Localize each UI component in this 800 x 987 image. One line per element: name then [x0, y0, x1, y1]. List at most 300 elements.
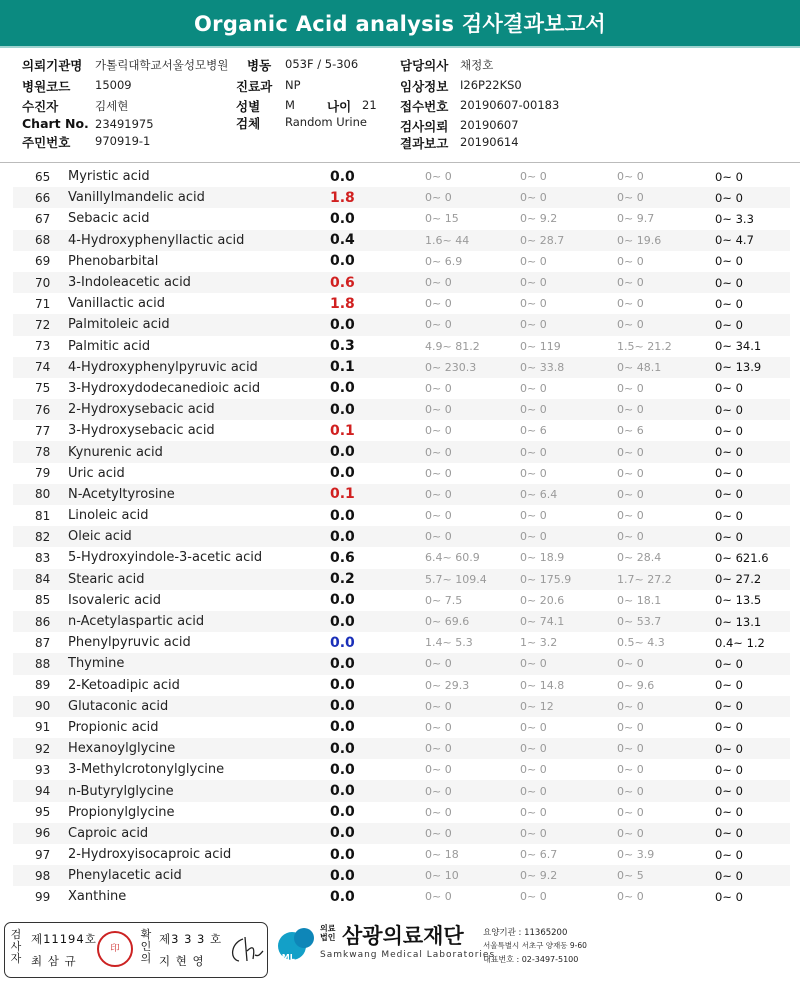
- acid-name: Hexanoylglycine: [68, 738, 328, 759]
- result-value: 0.0: [328, 696, 425, 717]
- result-value: 0.0: [328, 653, 425, 674]
- reference-range-3: 0~ 0: [617, 399, 715, 420]
- confirmer-signature: [225, 933, 265, 967]
- reference-range-2: 0~ 6.4: [520, 484, 617, 505]
- department-label: 진료과: [236, 79, 273, 94]
- specimen-value: Random Urine: [285, 115, 367, 129]
- age-label: 나이: [327, 99, 352, 114]
- acid-name: Thymine: [68, 653, 328, 674]
- tester-label: 검사자: [10, 928, 22, 965]
- reference-range-4: 0~ 0: [715, 653, 790, 674]
- reference-range-2: 0~ 0: [520, 526, 617, 547]
- reference-range-2: 0~ 0: [520, 780, 617, 801]
- table-row: [13, 441, 790, 462]
- hospital-code-value: 15009: [95, 78, 132, 92]
- reference-range-3: 0~ 0: [617, 763, 644, 777]
- result-value: 0.4: [328, 230, 425, 251]
- reference-range-1: 0~ 0: [425, 466, 452, 480]
- acid-name: 3-Indoleacetic acid: [68, 272, 328, 293]
- reference-range-1: 0~ 0: [425, 763, 452, 777]
- request-date-label: 검사의뢰: [400, 119, 449, 134]
- row-number: 75: [35, 381, 51, 396]
- org-phone: 대표번호 : 02-3497-5100: [483, 955, 579, 964]
- ward-label: 병동: [247, 58, 272, 73]
- reference-range-1: 0~ 0: [425, 297, 452, 311]
- clinical-info-value: I26P22KS0: [460, 78, 522, 92]
- result-value: 0.0: [330, 719, 355, 736]
- reference-range-2: 0~ 18.9: [520, 551, 565, 565]
- result-value: 0.0: [330, 888, 355, 905]
- reference-range-1: 0~ 230.3: [425, 357, 520, 378]
- acid-name: Myristic acid: [68, 169, 150, 185]
- result-value: 0.0: [328, 780, 425, 801]
- table-row: [13, 399, 790, 420]
- reference-range-2: 0~ 14.8: [520, 678, 565, 692]
- reference-range-4: 0~ 0: [715, 526, 790, 547]
- reference-range-1: 0~ 0: [425, 424, 452, 438]
- table-row: [13, 357, 790, 378]
- row-number: 76: [13, 399, 68, 420]
- row-number: 82: [13, 526, 68, 547]
- reference-range-2: 0~ 6.7: [520, 848, 558, 862]
- reference-range-4: 0~ 0: [715, 762, 743, 777]
- reference-range-1: 0~ 15: [425, 212, 459, 226]
- row-number: 99: [35, 889, 51, 904]
- tester-license: 제11194호: [31, 932, 97, 946]
- table-row: [13, 505, 790, 526]
- result-value: 0.3: [330, 338, 355, 355]
- table-row: [13, 675, 790, 696]
- reference-range-1: 0~ 0: [425, 738, 520, 759]
- reference-range-4: 0~ 13.9: [715, 357, 790, 378]
- acid-name: Phenylpyruvic acid: [68, 635, 191, 651]
- reference-range-4: 0~ 0: [715, 169, 743, 184]
- reference-range-3: 0~ 3.9: [617, 848, 655, 862]
- reference-range-1: 0~ 0: [425, 823, 520, 844]
- table-row: [13, 547, 790, 568]
- reference-range-4: 0~ 13.5: [715, 593, 762, 608]
- reference-range-3: 0~ 0: [617, 484, 715, 505]
- confirmer-name: 지 현 영: [159, 954, 205, 968]
- resident-no-value: 970919-1: [95, 134, 151, 148]
- acid-name: Propionylglycine: [68, 804, 175, 820]
- row-number: 87: [35, 635, 51, 650]
- reference-range-1: 1.6~ 44: [425, 230, 520, 251]
- chart-no-value: 23491975: [95, 117, 154, 131]
- table-row: [13, 463, 790, 484]
- reference-range-3: 0~ 0: [617, 187, 715, 208]
- receipt-no-value: 20190607-00183: [460, 98, 560, 112]
- reference-range-3: 0~ 0: [617, 381, 644, 395]
- results-table: [13, 166, 790, 908]
- reference-range-3: 0~ 0: [617, 738, 715, 759]
- reference-range-1: 0~ 0: [425, 805, 452, 819]
- tester-name: 최 삼 규: [31, 954, 77, 968]
- reference-range-4: 0~ 27.2: [715, 569, 790, 590]
- table-row: [13, 802, 790, 823]
- reference-range-2: 0~ 28.7: [520, 230, 617, 251]
- org-name: 삼광의료재단: [342, 924, 464, 948]
- reference-range-4: 0~ 13.1: [715, 611, 790, 632]
- reference-range-4: 0~ 0: [715, 738, 790, 759]
- result-value: 0.0: [328, 865, 425, 886]
- reference-range-1: 0~ 0: [425, 170, 452, 184]
- reference-range-3: 0~ 0: [617, 466, 644, 480]
- row-number: 66: [13, 187, 68, 208]
- reference-range-4: 0~ 34.1: [715, 339, 762, 354]
- table-row: [13, 632, 790, 653]
- table-row: [13, 166, 790, 187]
- reference-range-1: 6.4~ 60.9: [425, 551, 480, 565]
- specimen-label: 검체: [236, 116, 261, 131]
- reference-range-4: 0~ 0: [715, 484, 790, 505]
- acid-name: 2-Ketoadipic acid: [68, 677, 180, 693]
- age-value: 21: [362, 98, 377, 112]
- table-row: [13, 272, 790, 293]
- result-value: 0.0: [330, 634, 355, 651]
- confirmer-label: 확인의: [140, 928, 152, 965]
- reference-range-1: 0~ 0: [425, 272, 520, 293]
- table-row: [13, 823, 790, 844]
- acid-name: 5-Hydroxyindole-3-acetic acid: [68, 550, 263, 566]
- row-number: 72: [13, 314, 68, 335]
- reference-range-4: 0~ 0: [715, 254, 743, 269]
- reference-range-4: 0~ 0: [715, 187, 790, 208]
- reference-range-4: 0~ 0: [715, 466, 743, 481]
- acid-name: Vanillactic acid: [68, 296, 166, 312]
- reference-range-1: 0~ 0: [425, 653, 520, 674]
- row-number: 91: [35, 720, 51, 735]
- reference-range-2: 0~ 9.2: [520, 212, 558, 226]
- result-value: 0.0: [328, 611, 425, 632]
- result-value: 0.0: [330, 253, 355, 270]
- institution-value: 가톨릭대학교서울성모병원: [95, 58, 229, 72]
- acid-name: Phenylacetic acid: [68, 865, 328, 886]
- acid-name: Xanthine: [68, 889, 127, 905]
- reference-range-3: 0~ 5: [617, 865, 715, 886]
- reference-range-3: 0.5~ 4.3: [617, 636, 665, 650]
- reference-range-4: 0~ 0: [715, 865, 790, 886]
- acid-name: N-Acetyltyrosine: [68, 484, 328, 505]
- report-date-label: 결과보고: [400, 136, 449, 151]
- reference-range-2: 0~ 0: [520, 763, 547, 777]
- acid-name: 4-Hydroxyphenyllactic acid: [68, 230, 328, 251]
- reference-range-2: 0~ 0: [520, 738, 617, 759]
- result-value: 0.0: [330, 168, 355, 185]
- table-row: [13, 208, 790, 229]
- reference-range-1: 0~ 0: [425, 381, 452, 395]
- reference-range-1: 0~ 7.5: [425, 593, 463, 607]
- org-name-en: Samkwang Medical Laboratories: [320, 950, 496, 960]
- table-row: [13, 420, 790, 441]
- reference-range-2: 1~ 3.2: [520, 636, 558, 650]
- clinical-info-label: 임상정보: [400, 79, 449, 94]
- reference-range-4: 0~ 0: [715, 399, 790, 420]
- row-number: 88: [13, 653, 68, 674]
- reference-range-4: 0~ 0: [715, 847, 743, 862]
- acid-name: 3-Hydroxydodecanedioic acid: [68, 380, 261, 396]
- acid-name: Stearic acid: [68, 569, 328, 590]
- reference-range-3: 0~ 48.1: [617, 357, 715, 378]
- reference-range-1: 1.4~ 5.3: [425, 636, 473, 650]
- table-row: [13, 865, 790, 886]
- acid-name: Palmitic acid: [68, 338, 151, 354]
- patient-label: 수진자: [22, 99, 59, 114]
- reference-range-3: 0~ 28.4: [617, 551, 662, 565]
- reference-range-4: 0~ 0: [715, 314, 790, 335]
- signature-box: [4, 922, 268, 978]
- row-number: 69: [35, 254, 51, 269]
- reference-range-1: 0~ 0: [425, 509, 452, 523]
- reference-range-2: 0~ 74.1: [520, 611, 617, 632]
- reference-range-4: 0~ 0: [715, 823, 790, 844]
- reference-range-4: 0~ 0: [715, 720, 743, 735]
- reference-range-4: 0~ 0: [715, 423, 743, 438]
- result-value: 0.1: [330, 422, 355, 439]
- reference-range-3: 0~ 0: [617, 314, 715, 335]
- acid-name: 2-Hydroxysebacic acid: [68, 399, 328, 420]
- resident-no-label: 주민번호: [22, 135, 71, 150]
- reference-range-1: 0~ 0: [425, 441, 520, 462]
- table-row: [13, 336, 790, 357]
- row-number: 80: [13, 484, 68, 505]
- reference-range-3: 0~ 0: [617, 509, 644, 523]
- result-value: 1.8: [328, 187, 425, 208]
- table-row: [13, 293, 790, 314]
- reference-range-2: 0~ 0: [520, 381, 547, 395]
- acid-name: 4-Hydroxyphenylpyruvic acid: [68, 357, 328, 378]
- reference-range-1: 0~ 0: [425, 780, 520, 801]
- acid-name: Palmitoleic acid: [68, 314, 328, 335]
- table-row: [13, 611, 790, 632]
- table-row: [13, 653, 790, 674]
- reference-range-4: 0~ 0: [715, 678, 743, 693]
- table-row: [13, 230, 790, 251]
- reference-range-2: 0~ 175.9: [520, 569, 617, 590]
- row-number: 93: [35, 762, 51, 777]
- row-number: 96: [13, 823, 68, 844]
- patient-value: 김세현: [95, 99, 129, 113]
- result-value: 0.0: [330, 592, 355, 609]
- reference-range-4: 0~ 0: [715, 296, 743, 311]
- result-value: 0.0: [330, 761, 355, 778]
- sex-value: M: [285, 98, 295, 112]
- table-row: [13, 844, 790, 865]
- doctor-value: 채정호: [460, 58, 494, 72]
- reference-range-1: 0~ 0: [425, 890, 452, 904]
- reference-range-2: 0~ 0: [520, 805, 547, 819]
- reference-range-2: 0~ 0: [520, 314, 617, 335]
- institution-label: 의뢰기관명: [22, 58, 83, 73]
- reference-range-4: 0~ 0: [715, 805, 743, 820]
- reference-range-4: 0~ 0: [715, 508, 743, 523]
- reference-range-4: 0~ 4.7: [715, 230, 790, 251]
- reference-range-3: 0~ 0: [617, 272, 715, 293]
- result-value: 0.6: [328, 272, 425, 293]
- table-row: [13, 696, 790, 717]
- result-value: 0.0: [330, 507, 355, 524]
- row-number: 84: [13, 569, 68, 590]
- reference-range-2: 0~ 0: [520, 297, 547, 311]
- row-number: 74: [13, 357, 68, 378]
- result-value: 0.0: [328, 738, 425, 759]
- acid-name: 2-Hydroxyisocaproic acid: [68, 847, 232, 863]
- acid-name: Caproic acid: [68, 823, 328, 844]
- reference-range-2: 0~ 0: [520, 823, 617, 844]
- row-number: 81: [35, 508, 51, 523]
- acid-name: n-Acetylaspartic acid: [68, 611, 328, 632]
- row-number: 67: [35, 211, 51, 226]
- reference-range-3: 0~ 6: [617, 424, 644, 438]
- reference-range-1: 0~ 0: [425, 187, 520, 208]
- reference-range-4: 0.4~ 1.2: [715, 635, 765, 650]
- reference-range-3: 1.5~ 21.2: [617, 339, 672, 353]
- table-row: [13, 314, 790, 335]
- reference-range-1: 0~ 10: [425, 865, 520, 886]
- reference-range-2: 0~ 0: [520, 441, 617, 462]
- result-value: 0.0: [328, 399, 425, 420]
- acid-name: Linoleic acid: [68, 508, 149, 524]
- reference-range-1: 0~ 0: [425, 484, 520, 505]
- reference-range-3: 0~ 0: [617, 653, 715, 674]
- reference-range-3: 0~ 0: [617, 780, 715, 801]
- reference-range-2: 0~ 0: [520, 170, 547, 184]
- result-value: 0.1: [328, 357, 425, 378]
- logo-mark: SML: [276, 953, 295, 962]
- reference-range-2: 0~ 12: [520, 696, 617, 717]
- acid-name: Oleic acid: [68, 526, 328, 547]
- reference-range-3: 0~ 19.6: [617, 230, 715, 251]
- reference-range-3: 0~ 0: [617, 297, 644, 311]
- reference-range-3: 0~ 0: [617, 720, 644, 734]
- table-row: [13, 717, 790, 738]
- table-row: [13, 886, 790, 907]
- reference-range-4: 0~ 621.6: [715, 550, 769, 565]
- result-value: 0.0: [330, 210, 355, 227]
- result-value: 0.1: [328, 484, 425, 505]
- sex-label: 성별: [236, 99, 261, 114]
- table-row: [13, 251, 790, 272]
- reference-range-3: 1.7~ 27.2: [617, 569, 715, 590]
- doctor-label: 담당의사: [400, 58, 449, 73]
- report-date-value: 20190614: [460, 135, 519, 149]
- table-row: [13, 590, 790, 611]
- row-number: 89: [35, 678, 51, 693]
- reference-range-3: 0~ 0: [617, 441, 715, 462]
- receipt-no-label: 접수번호: [400, 99, 449, 114]
- org-prefix: 의료 법인: [320, 924, 336, 942]
- row-number: 95: [35, 805, 51, 820]
- table-row: [13, 738, 790, 759]
- reference-range-2: 0~ 6: [520, 424, 547, 438]
- result-value: 0.0: [328, 526, 425, 547]
- department-value: NP: [285, 78, 301, 92]
- reference-range-3: 0~ 0: [617, 170, 644, 184]
- reference-range-2: 0~ 0: [520, 272, 617, 293]
- reference-range-3: 0~ 9.6: [617, 678, 655, 692]
- reference-range-4: 0~ 0: [715, 889, 743, 904]
- reference-range-3: 0~ 9.7: [617, 212, 655, 226]
- row-number: 79: [35, 466, 51, 481]
- reference-range-2: 0~ 0: [520, 466, 547, 480]
- tester-seal-stamp: 印: [97, 931, 133, 967]
- org-address: 서울특별시 서초구 양재동 9-60: [483, 941, 587, 950]
- result-value: 0.0: [330, 677, 355, 694]
- acid-name: n-Butyrylglycine: [68, 780, 328, 801]
- acid-name: Kynurenic acid: [68, 441, 328, 462]
- table-row: [13, 378, 790, 399]
- reference-range-2: 0~ 0: [520, 254, 547, 268]
- reference-range-1: 0~ 0: [425, 696, 520, 717]
- result-value: 0.6: [330, 549, 355, 566]
- reference-range-3: 0~ 0: [617, 696, 715, 717]
- reference-range-2: 0~ 33.8: [520, 357, 617, 378]
- reference-range-3: 0~ 0: [617, 526, 715, 547]
- sml-logo: [272, 924, 318, 970]
- acid-name: 3-Methylcrotonylglycine: [68, 762, 225, 778]
- row-number: 94: [13, 780, 68, 801]
- acid-name: Sebacic acid: [68, 211, 150, 227]
- table-row: [13, 569, 790, 590]
- reference-range-1: 5.7~ 109.4: [425, 569, 520, 590]
- acid-name: 3-Hydroxysebacic acid: [68, 423, 215, 439]
- row-number: 77: [35, 423, 51, 438]
- reference-range-2: 0~ 0: [520, 187, 617, 208]
- reference-range-2: 0~ 0: [520, 890, 547, 904]
- row-number: 83: [35, 550, 51, 565]
- row-number: 68: [13, 230, 68, 251]
- reference-range-1: 0~ 29.3: [425, 678, 470, 692]
- table-row: [13, 484, 790, 505]
- result-value: 0.0: [330, 380, 355, 397]
- reference-range-3: 0~ 0: [617, 890, 644, 904]
- reference-range-3: 0~ 0: [617, 805, 644, 819]
- reference-range-1: 0~ 69.6: [425, 611, 520, 632]
- row-number: 90: [13, 696, 68, 717]
- row-number: 98: [13, 865, 68, 886]
- report-banner: [0, 0, 800, 48]
- table-row: [13, 526, 790, 547]
- reference-range-3: 0~ 18.1: [617, 593, 662, 607]
- row-number: 65: [35, 169, 51, 184]
- row-number: 71: [35, 296, 51, 311]
- reference-range-2: 0~ 0: [520, 653, 617, 674]
- request-date-value: 20190607: [460, 118, 519, 132]
- row-number: 73: [35, 339, 51, 354]
- report-footer: [0, 918, 800, 987]
- acid-name: Phenobarbital: [68, 253, 159, 269]
- reference-range-2: 0~ 20.6: [520, 593, 565, 607]
- reference-range-1: 0~ 6.9: [425, 254, 463, 268]
- result-value: 0.2: [328, 569, 425, 590]
- reference-range-1: 0~ 0: [425, 314, 520, 335]
- chart-no-label: Chart No.: [22, 116, 89, 131]
- row-number: 85: [35, 593, 51, 608]
- acid-name: Uric acid: [68, 465, 125, 481]
- confirmer-license: 제3 3 3 호: [159, 932, 223, 946]
- row-number: 86: [13, 611, 68, 632]
- reference-range-4: 0~ 0: [715, 696, 790, 717]
- reference-range-4: 0~ 0: [715, 780, 790, 801]
- acid-name: Isovaleric acid: [68, 592, 162, 608]
- table-row: [13, 780, 790, 801]
- row-number: 78: [13, 441, 68, 462]
- row-number: 70: [13, 272, 68, 293]
- reference-range-1: 0~ 18: [425, 848, 459, 862]
- reference-range-4: 0~ 0: [715, 381, 743, 396]
- report-title: Organic Acid analysis 검사결과보고서: [194, 12, 606, 36]
- result-value: 0.0: [330, 804, 355, 821]
